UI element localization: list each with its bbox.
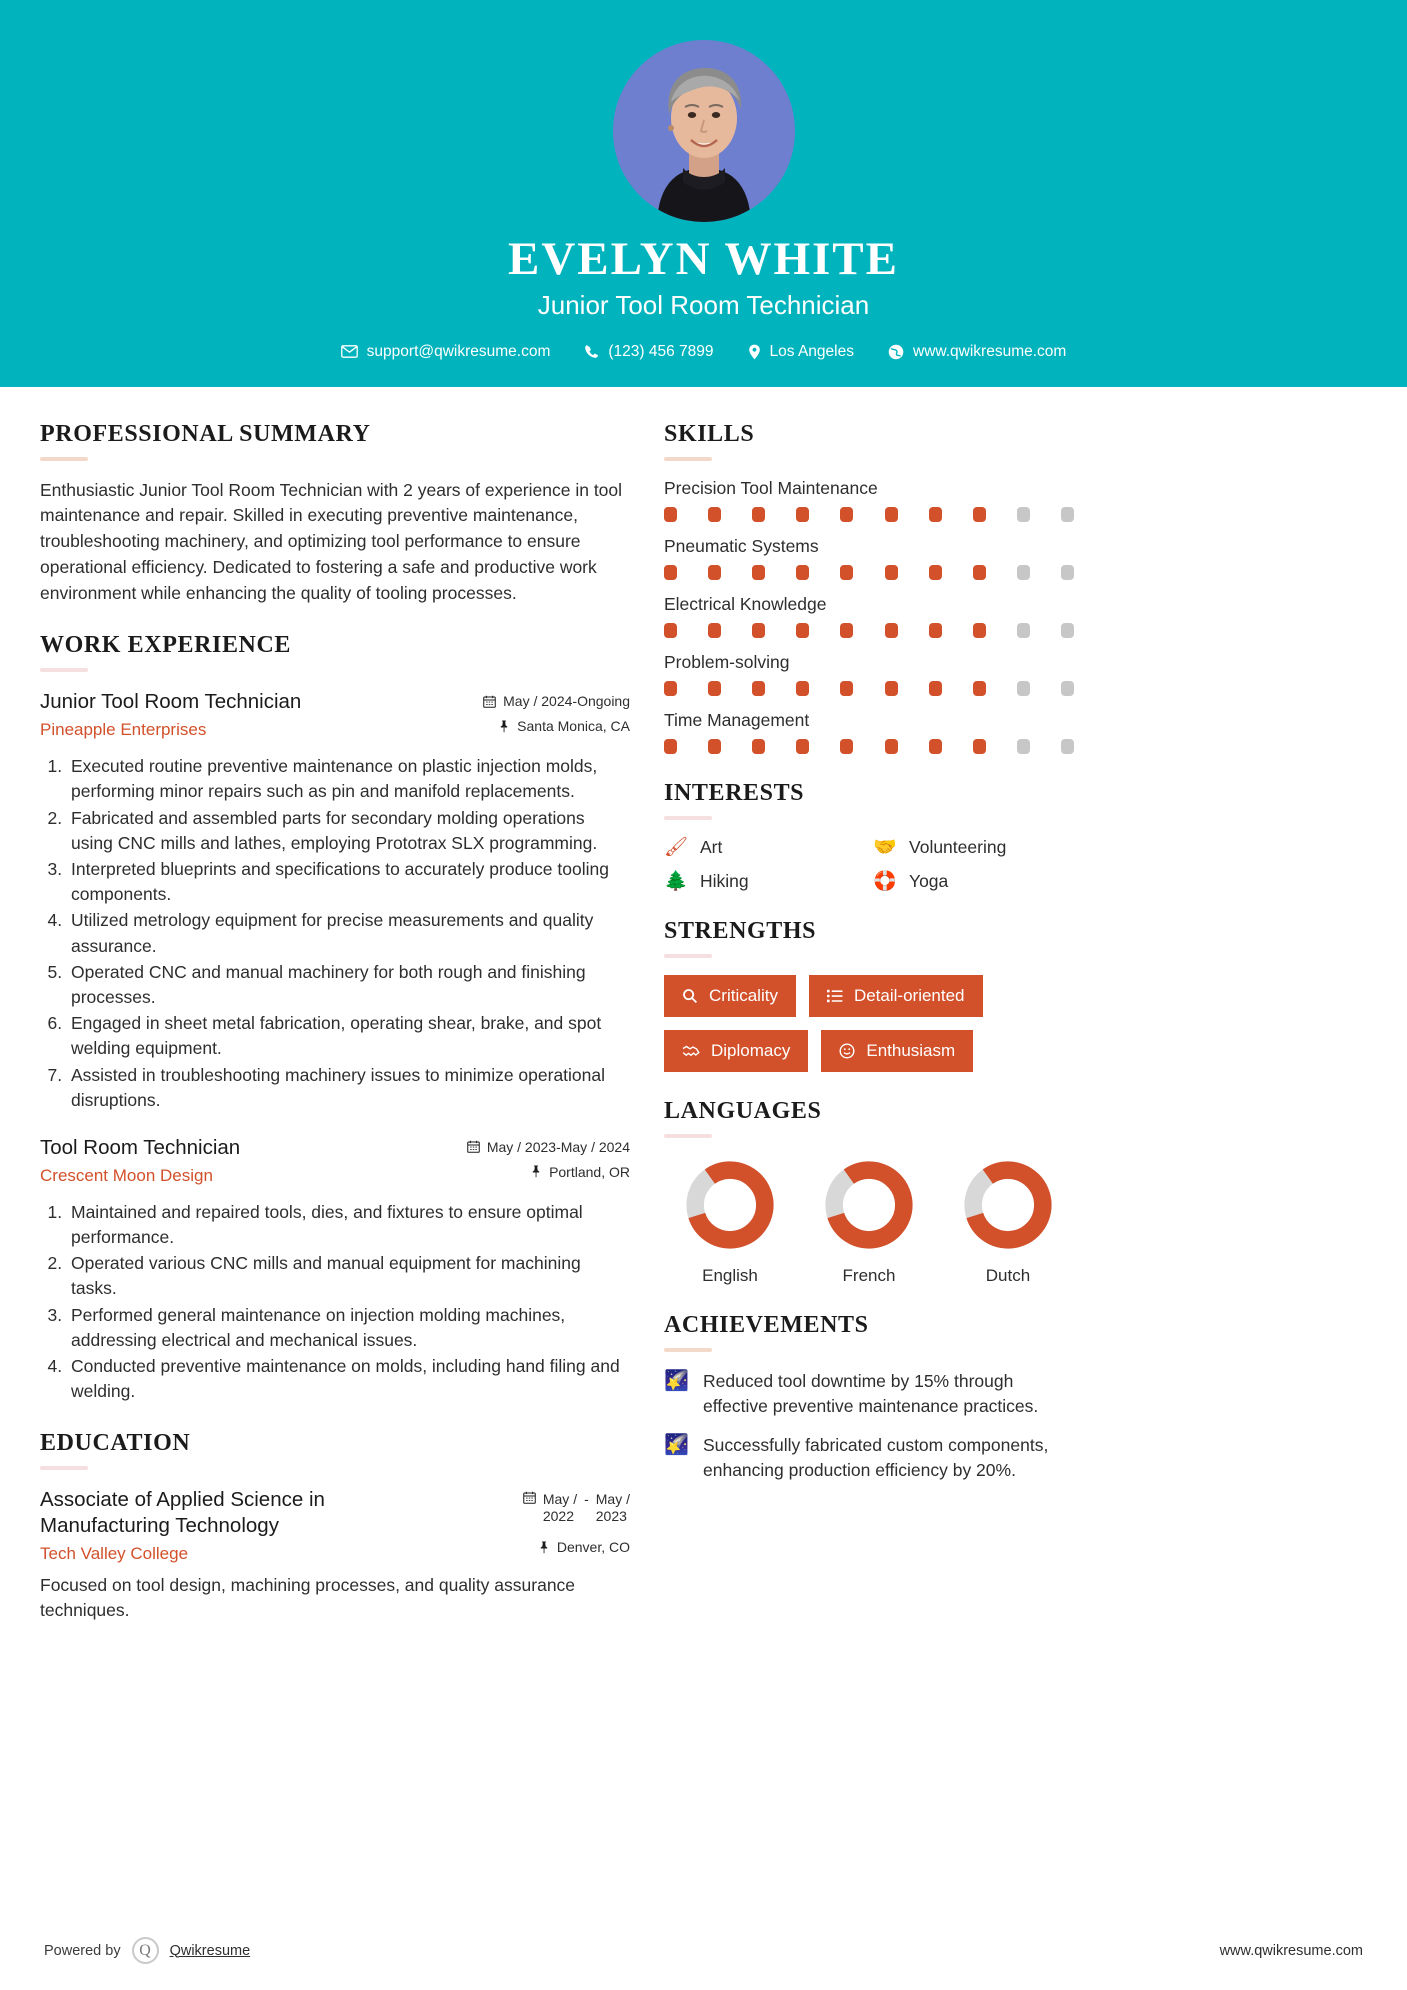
contact-email[interactable] [324,343,568,361]
skill-dot-filled [973,507,986,522]
job-bullet: 3. Interpreted blueprints and specifications to accurately produce tooling components. [67,857,630,907]
education-entry-main [40,1487,440,1563]
job-company: Crescent Moon Design [40,1165,213,1185]
skill-dot-filled [752,507,765,522]
powered-by-label: Powered by [44,1942,121,1959]
skill-rating [664,565,1074,580]
summary-heading: PROFESSIONAL SUMMARY [40,420,371,447]
handshake-icon: 🤝 [873,836,897,858]
skill-dot-filled [796,739,809,754]
achievement-item [664,1433,1074,1483]
skill-dot-filled [885,507,898,522]
skills-heading: SKILLS [664,420,755,447]
globe-icon [888,344,904,360]
strength-chip-diplomacy [664,1030,808,1072]
skill-label: Precision Tool Maintenance [664,477,878,498]
section-professional-summary [40,421,630,607]
job-role: Tool Room Technician [40,1135,241,1159]
experience-entry-meta [440,689,630,743]
section-rule [664,1348,712,1352]
skill-item [664,478,1074,522]
shooting-star-icon: 🌠 [664,1369,689,1392]
brand-link[interactable]: Qwikresume [169,1942,251,1959]
skill-item [664,710,1074,754]
section-rule [664,816,712,820]
contact-email-text: support@qwikresume.com [366,342,551,360]
summary-text: Enthusiastic Junior Tool Room Technician with 2 years of experience in tool maintenance and repair. Skilled in executing preventive maintenance, troubleshooting machinery, and optimizing tool performance to ensure operational efficiency. Dedicated to fostering a safe and productive work environment while enhancing the quality of tooling processes. [40,479,623,603]
strength-label: Detail-oriented [853,985,965,1005]
pushpin-icon [498,720,510,733]
interest-label: Art [700,836,723,857]
strengths-heading: STRENGTHS [664,917,817,944]
skill-dot-filled [752,739,765,754]
powered-by [44,1937,250,1964]
experience-entry-meta [440,1135,630,1189]
smiley-icon [839,1043,855,1059]
job-bullet: 4. Conducted preventive maintenance on molds, including hand filing and welding. [67,1354,630,1404]
strength-label: Diplomacy [711,1040,791,1060]
skill-dot-filled [752,565,765,580]
job-bullet: 6. Engaged in sheet metal fabrication, operating shear, brake, and spot welding equipment. [67,1011,630,1061]
section-strengths [664,918,1074,1072]
skill-dot-filled [885,623,898,638]
skill-label: Time Management [664,709,810,730]
job-bullets [40,1200,630,1405]
experience-entry-header [40,689,630,743]
section-rule [664,1134,712,1138]
interest-label: Volunteering [909,836,1007,857]
skill-dot-filled [664,681,677,696]
education-end-year: 2023 [595,1508,627,1525]
experience-entry-main [40,1135,440,1186]
skill-dot-filled [708,507,721,522]
paintbrush-icon: 🖌 [664,836,689,858]
skill-label: Problem-solving [664,651,790,672]
section-rule [664,457,712,461]
interest-label: Yoga [909,870,949,891]
skill-dot-filled [929,565,942,580]
section-work-experience [40,632,630,1404]
language-item [948,1159,1068,1286]
education-start-date [543,1491,577,1525]
education-start-month: May / [542,1491,578,1508]
skill-dot-filled [840,739,853,754]
list-icon [827,989,843,1003]
job-dates [440,693,630,709]
job-dates-text: May / 2024-Ongoing [503,693,630,710]
experience-entry [40,1135,630,1405]
job-company: Pineapple Enterprises [40,719,207,739]
skill-rating [664,681,1074,696]
education-end-date [596,1491,630,1525]
contact-location[interactable] [731,343,871,361]
education-dates [440,1491,630,1525]
skill-dot-filled [885,565,898,580]
language-item [670,1159,790,1286]
skill-dot-filled [796,623,809,638]
skill-dot-filled [973,565,986,580]
contact-website-text: www.qwikresume.com [913,342,1067,360]
strengths-list [664,975,1074,1072]
skill-dot-empty [1017,507,1030,522]
achievement-item [664,1369,1074,1419]
education-end-month: May / [595,1491,630,1508]
envelope-icon [341,345,358,358]
page-title: EVELYN WHITE [507,233,899,285]
achievement-text: Successfully fabricated custom components, enhancing production efficiency by 20%. [703,1435,1049,1481]
interest-label: Hiking [700,870,749,891]
skill-dot-filled [664,507,677,522]
strength-chip-criticality [664,975,796,1017]
skill-dot-filled [973,739,986,754]
language-label: Dutch [985,1265,1031,1285]
achievements-heading: ACHIEVEMENTS [664,1311,869,1338]
tree-icon: 🌲 [664,870,688,892]
education-location-text: Denver, CO [556,1539,630,1555]
search-icon [682,988,698,1004]
skill-rating [664,739,1074,754]
job-location [440,1164,630,1180]
skill-label: Electrical Knowledge [664,593,827,614]
skill-dot-empty [1017,623,1030,638]
skill-dot-filled [708,565,721,580]
job-bullet: 1. Maintained and repaired tools, dies, and fixtures to ensure optimal performance. [67,1200,630,1250]
job-bullet: 3. Performed general maintenance on injection molding machines, addressing electrical and mechanical issues. [67,1303,630,1353]
job-bullet: 1. Executed routine preventive maintenance on plastic injection molds, performing minor repairs such as pin and manifold replacements. [67,754,630,804]
interest-item [664,837,865,858]
section-rule [664,954,712,958]
skill-dot-filled [973,623,986,638]
contact-website[interactable] [871,343,1083,361]
skill-dot-filled [885,739,898,754]
section-education [40,1430,630,1623]
skill-item [664,536,1074,580]
job-location-text: Santa Monica, CA [517,718,630,735]
phone-icon [584,344,599,359]
skill-item [664,652,1074,696]
skill-dot-filled [929,623,942,638]
skill-dot-filled [929,681,942,696]
language-label: French [842,1265,896,1285]
contact-row [0,343,1407,361]
experience-entry-main [40,689,440,740]
qwikresume-logo-icon: Q [132,1937,159,1964]
left-column [40,421,630,1919]
footer-url: www.qwikresume.com [1219,1942,1363,1959]
job-role: Junior Tool Room Technician [40,690,302,714]
skill-dot-filled [840,623,853,638]
pushpin-icon [530,1165,542,1178]
skill-dot-empty [1061,739,1074,754]
section-interests [664,780,1074,892]
handshake-icon [682,1044,700,1058]
skill-dot-filled [929,507,942,522]
interests-heading: INTERESTS [664,779,805,806]
education-entry [40,1487,630,1623]
language-donut-chart [962,1159,1054,1251]
pushpin-icon [538,1541,550,1554]
section-rule [40,457,88,461]
skill-dot-empty [1061,507,1074,522]
skill-dot-filled [708,739,721,754]
skill-dot-filled [664,739,677,754]
lifebuoy-icon: 🛟 [873,870,897,892]
job-bullet: 5. Operated CNC and manual machinery for both rough and finishing processes. [67,960,630,1010]
date-separator: - [584,1491,589,1508]
strength-chip-detail-oriented [809,975,983,1017]
skill-rating [664,623,1074,638]
interest-item [873,837,1074,858]
skill-dot-filled [796,565,809,580]
strength-label: Criticality [709,985,778,1005]
section-rule [40,668,88,672]
skill-dot-filled [796,681,809,696]
job-location-text: Portland, OR [549,1163,630,1180]
skill-dot-empty [1061,623,1074,638]
experience-entry [40,689,630,1113]
skill-dot-empty [1017,681,1030,696]
section-achievements [664,1312,1074,1484]
education-start-year: 2022 [542,1508,575,1525]
language-label: English [702,1265,758,1285]
job-bullet: 2. Fabricated and assembled parts for secondary molding operations using CNC mills and lathes, employing Prototrax SLX programming. [67,806,630,856]
section-skills [664,421,1074,754]
skill-dot-empty [1017,739,1030,754]
skill-dot-filled [840,565,853,580]
education-heading: EDUCATION [40,1430,191,1457]
skill-dot-filled [752,623,765,638]
language-donut-chart [823,1159,915,1251]
skill-rating [664,507,1074,522]
skill-dot-filled [973,681,986,696]
skill-dot-filled [796,507,809,522]
job-bullet: 2. Operated various CNC mills and manual equipment for machining tasks. [67,1251,630,1301]
skill-dot-empty [1061,565,1074,580]
skill-dot-filled [840,681,853,696]
job-dates [440,1139,630,1155]
skill-dot-filled [664,623,677,638]
education-degree: Associate of Applied Science in Manufacturing Technology [40,1488,325,1538]
contact-phone[interactable] [567,343,730,361]
skill-dot-empty [1061,681,1074,696]
language-item [809,1159,929,1286]
strength-chip-enthusiasm [821,1030,973,1072]
avatar-photo [613,40,795,222]
resume-body [0,387,1407,1919]
map-pin-icon [748,344,761,360]
job-bullet: 7. Assisted in troubleshooting machinery issues to minimize operational disruptions. [67,1063,630,1113]
job-bullets [40,754,630,1113]
achievement-text: Reduced tool downtime by 15% through effective preventive maintenance practices. [703,1370,1039,1416]
section-rule [40,1466,88,1470]
contact-phone-text: (123) 456 7899 [608,342,714,360]
education-entry-meta [440,1487,630,1564]
skill-dot-filled [752,681,765,696]
shooting-star-icon: 🌠 [664,1434,689,1457]
skill-dot-filled [664,565,677,580]
job-bullet: 4. Utilized metrology equipment for precise measurements and quality assurance. [67,908,630,958]
skill-item [664,594,1074,638]
skill-dot-filled [840,507,853,522]
languages-heading: LANGUAGES [664,1097,822,1124]
header-job-title: Junior Tool Room Technician [537,289,870,320]
languages-list [664,1155,1074,1286]
calendar-icon [523,1491,536,1507]
education-location [440,1539,630,1555]
calendar-icon [467,1140,480,1153]
section-languages [664,1098,1074,1286]
contact-location-text: Los Angeles [769,342,854,360]
job-dates-text: May / 2023-May / 2024 [486,1138,630,1155]
job-location [440,718,630,734]
interests-grid [664,837,1074,892]
experience-entry-header [40,1135,630,1189]
skill-label: Pneumatic Systems [664,535,819,556]
calendar-icon [483,695,496,708]
education-school: Tech Valley College [40,1543,189,1563]
interest-item [873,871,1074,892]
avatar [613,40,795,222]
strength-label: Enthusiasm [866,1040,956,1060]
interest-item [664,871,865,892]
skill-dot-empty [1017,565,1030,580]
education-description: Focused on tool design, machining processes, and quality assurance techniques. [40,1575,576,1621]
skill-dot-filled [708,681,721,696]
skill-dot-filled [708,623,721,638]
experience-heading: WORK EXPERIENCE [40,632,292,659]
language-donut-chart [684,1159,776,1251]
resume-header [0,0,1407,387]
education-entry-header [40,1487,630,1564]
skill-dot-filled [929,739,942,754]
skill-dot-filled [885,681,898,696]
right-column [664,421,1074,1919]
resume-footer [0,1919,1407,1990]
